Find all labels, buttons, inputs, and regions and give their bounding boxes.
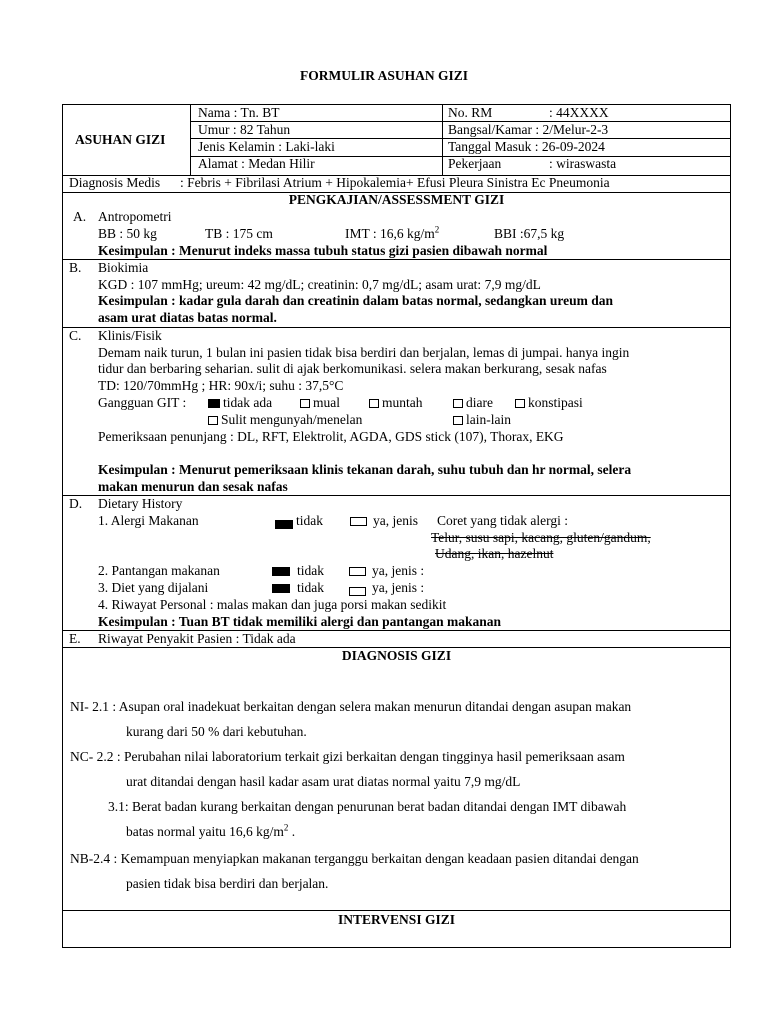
ward-room: Bangsal/Kamar : 2/Melur-2-3 xyxy=(448,122,609,137)
section-line xyxy=(62,259,731,260)
allergy-option-ya[interactable]: ya, jenis xyxy=(350,513,418,529)
nutrition-diagnosis-heading: DIAGNOSIS GIZI xyxy=(341,648,452,663)
diagnosis-nc-2-2: NC- 2.2 : Perubahan nilai laboratorium terkait gizi berkaitan dengan tingginya hasil pemeriksaan asam urat ditandai dengan hasil kadar asam urat diatas normal yaitu 7,9 mg/dL xyxy=(70,749,625,789)
section-d-letter: D. xyxy=(69,496,83,511)
checkbox-icon xyxy=(453,416,463,425)
section-c-title: Klinis/Fisik xyxy=(98,328,162,343)
patient-address: Alamat : Medan Hilir xyxy=(198,156,315,171)
no-rm-value: : 44XXXX xyxy=(549,105,609,120)
medical-diagnosis-value: : Febris + Fibrilasi Atrium + Hipokalemia+ Efusi Pleura Sinistra Ec Pneumonia xyxy=(180,175,610,190)
section-a-letter: A. xyxy=(73,209,87,224)
section-b-letter: B. xyxy=(69,260,82,275)
admission-date: Tanggal Masuk : 26-09-2024 xyxy=(448,139,605,154)
section-b-conclusion: Kesimpulan : kadar gula darah dan creatinin dalam batas normal, sedangkan ureum dan xyxy=(98,293,613,308)
form-title: FORMULIR ASUHAN GIZI xyxy=(299,68,469,83)
section-d-title: Dietary History xyxy=(98,496,183,511)
git-option-diare[interactable]: diare xyxy=(453,395,493,411)
medical-diagnosis-label: Diagnosis Medis xyxy=(69,175,161,190)
food-restriction-option-ya[interactable]: ya, jenis : xyxy=(349,563,424,579)
allergy-option-tidak[interactable]: tidak xyxy=(275,513,323,529)
checkbox-icon xyxy=(369,399,379,408)
diagnosis-nc-3-1: 3.1: Berat badan kurang berkaitan dengan penurunan berat badan ditandai dengan IMT dibawah batas normal yaitu 16,6 $kg/m^2$ . xyxy=(108,799,627,839)
current-diet-option-ya[interactable]: ya, jenis : xyxy=(349,580,424,596)
lab-values: KGD : 107 mmHg; ureum: 42 mg/dL; creatinin: 0,7 mg/dL; asam urat: 7,9 mg/dL xyxy=(98,277,541,292)
checkbox-icon xyxy=(208,416,218,425)
asuhan-gizi-label: ASUHAN GIZI xyxy=(75,132,166,147)
checkbox-icon xyxy=(349,587,366,596)
current-diet-option-tidak[interactable]: tidak xyxy=(272,580,324,596)
checked-box-icon xyxy=(208,399,220,408)
clinical-note: Demam naik turun, 1 bulan ini pasien tidak bisa berdiri dan berjalan, lemas di jumpai. hanya ingin xyxy=(98,345,630,360)
git-option-konstipasi[interactable]: konstipasi xyxy=(515,395,583,411)
body-weight: BB : 50 kg xyxy=(98,226,157,241)
vital-signs: TD: 120/70mmHg ; HR: 90x/i; suhu : 37,5°C xyxy=(98,378,344,393)
allergy-strike-instruction: Coret yang tidak alergi : xyxy=(437,513,568,528)
section-line xyxy=(62,327,731,328)
patient-gender: Jenis Kelamin : Laki-laki xyxy=(198,139,335,154)
patient-age: Umur : 82 Tahun xyxy=(198,122,291,137)
header-divider-right xyxy=(442,104,443,175)
section-c-conclusion: Kesimpulan : Menurut pemeriksaan klinis tekanan darah, suhu tubuh dan hr normal, selera xyxy=(98,462,632,477)
git-option-mual[interactable]: mual xyxy=(300,395,340,411)
disease-history: Riwayat Penyakit Pasien : Tidak ada xyxy=(98,631,296,646)
personal-history: 4. Riwayat Personal : malas makan dan juga porsi makan sedikit xyxy=(98,597,447,612)
clinical-note-cont: tidur dan berbaring seharian. sulit di ajak berkomunikasi. selera makan berkurang, sesak nafas xyxy=(98,361,607,376)
supporting-exams: Pemeriksaan penunjang : DL, RFT, Elektrolit, AGDA, GDS stick (107), Thorax, EKG xyxy=(98,429,564,444)
checkbox-icon xyxy=(453,399,463,408)
current-diet-label: 3. Diet yang dijalani xyxy=(98,580,209,595)
section-a-title: Antropometri xyxy=(98,209,172,224)
checkbox-icon xyxy=(350,517,367,526)
section-b-title: Biokimia xyxy=(98,260,149,275)
ideal-body-weight: BBI :67,5 kg xyxy=(494,226,565,241)
occupation-label: Pekerjaan xyxy=(448,156,502,171)
section-line xyxy=(62,910,731,911)
diagnosis-ni-2-1: NI- 2.1 : Asupan oral inadekuat berkaitan dengan selera makan menurun ditandai dengan asupan makan kurang dari 50 % dari kebutuhan. xyxy=(70,699,632,739)
checked-box-icon xyxy=(272,584,290,593)
allergy-label: 1. Alergi Makanan xyxy=(98,513,199,528)
bmi: IMT : 16,6 $kg/m^2$ xyxy=(345,224,440,241)
checkbox-icon xyxy=(300,399,310,408)
intervention-heading: INTERVENSI GIZI xyxy=(338,912,455,927)
occupation-value: : wiraswasta xyxy=(549,156,617,171)
section-e-letter: E. xyxy=(69,631,81,646)
checked-box-icon xyxy=(275,520,293,529)
section-b-conclusion-cont: asam urat diatas batas normal. xyxy=(98,310,277,325)
section-c-letter: C. xyxy=(69,328,82,343)
git-label: Gangguan GIT : xyxy=(98,395,187,410)
checkbox-icon xyxy=(515,399,525,408)
checked-box-icon xyxy=(272,567,290,576)
assessment-heading: PENGKAJIAN/ASSESSMENT GIZI xyxy=(288,192,505,207)
allergen-list-cont: Udang, ikan, hazelnut xyxy=(435,546,554,561)
checkbox-icon xyxy=(349,567,366,576)
section-d-conclusion: Kesimpulan : Tuan BT tidak memiliki alergi dan pantangan makanan xyxy=(98,614,501,629)
section-c-conclusion-cont: makan menurun dan sesak nafas xyxy=(98,479,288,494)
header-divider-left xyxy=(190,104,191,175)
git-option-tidak-ada[interactable]: tidak ada xyxy=(208,395,272,411)
git-option-sulit-mengunyah[interactable]: Sulit mengunyah/menelan xyxy=(208,412,362,428)
diagnosis-nb-2-4: NB-2.4 : Kemampuan menyiapkan makanan terganggu berkaitan dengan keadaan pasien ditandai dengan pasien tidak bisa berdiri dan berjalan. xyxy=(70,851,639,891)
section-a-conclusion: Kesimpulan : Menurut indeks massa tubuh status gizi pasien dibawah normal xyxy=(98,243,548,258)
no-rm-label: No. RM xyxy=(448,105,493,120)
patient-name: Nama : Tn. BT xyxy=(198,105,280,120)
body-height: TB : 175 cm xyxy=(205,226,273,241)
food-restriction-option-tidak[interactable]: tidak xyxy=(272,563,324,579)
allergen-list: Telur, susu sapi, kacang, gluten/gandum, xyxy=(431,530,651,545)
git-option-muntah[interactable]: muntah xyxy=(369,395,423,411)
git-option-lain-lain[interactable]: lain-lain xyxy=(453,412,511,428)
food-restriction-label: 2. Pantangan makanan xyxy=(98,563,220,578)
